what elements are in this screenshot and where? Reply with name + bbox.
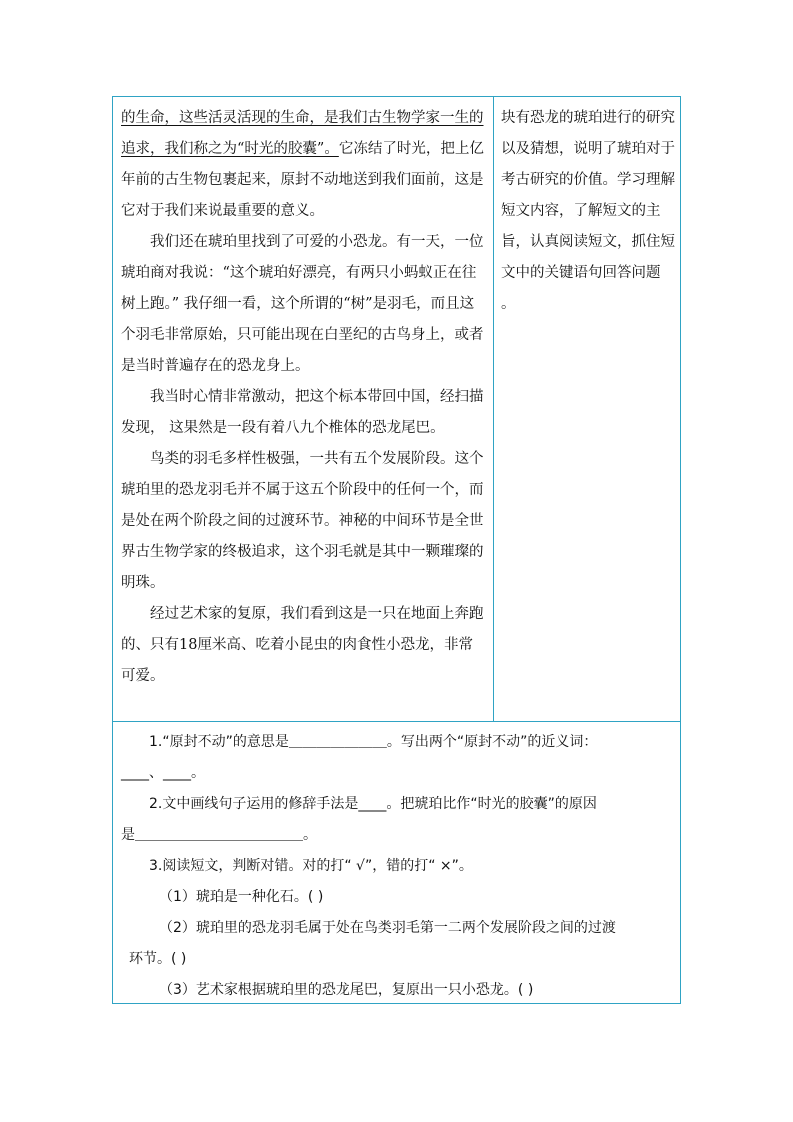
passage-paragraph-2: 我们还在琥珀里找到了可爱的小恐龙。有一天，一位琥珀商对我说：“这个琥珀好漂亮，有两只小蚂蚁正在往树上跑。” 我仔细一看，这个所谓的“树”是羽毛，而且这个羽毛非常原始，只可能出现在白垩纪的古鸟身上，或者是当时普遍存在的恐龙身上。	[121, 234, 484, 374]
passage-paragraph-4: 鸟类的羽毛多样性极强，一共有五个发展阶段。这个琥珀里的恐龙羽毛并不属于这五个阶段中的任何一个，而是处在两个阶段之间的过渡环节。神秘的中间环节是全世界古生物学家的终极追求，这个羽毛就是其中一颗璀璨的明珠。	[121, 451, 484, 591]
passage-paragraph-3: 我当时心情非常激动，把这个标本带回中国，经扫描发现， 这果然是一段有着八九个椎体的恐龙尾巴。	[121, 389, 484, 436]
row-divider	[113, 721, 680, 722]
question-2-continued: 是＿＿＿＿＿＿＿＿＿＿＿＿。	[121, 827, 317, 843]
questions-section	[121, 727, 673, 1006]
passage-paragraph-1: 的生命，这些活灵活现的生命，是我们古生物学家一生的追求，我们称之为“时光的胶囊”。它冻结了时光，把上亿年前的古生物包裹起来，原封不动地送到我们面前，这是它对于我们来说最重要的意义。	[121, 110, 484, 219]
question-3-item-1: （1）琥珀是一种化石。( )	[159, 889, 324, 905]
underlined-sentence: 的生命，这些活灵活现的生命，是我们古生物学家一生的追求，我们称之为“时光的胶囊”。	[121, 110, 484, 157]
reading-passage	[121, 103, 487, 692]
question-1-blanks: ____、____。	[121, 765, 205, 781]
worksheet-table	[112, 96, 681, 1004]
column-divider	[493, 97, 494, 721]
question-2: 2.文中画线句子运用的修辞手法是____。把琥珀比作“时光的胶囊”的原因	[149, 796, 597, 812]
question-3-item-2: （2）琥珀里的恐龙羽毛属于处在鸟类羽毛第一二两个发展阶段之间的过渡	[159, 920, 616, 936]
passage-paragraph-5: 经过艺术家的复原，我们看到这是一只在地面上奔跑的、只有18厘米高、吃着小昆虫的肉食性小恐龙，非常可爱。	[121, 606, 484, 684]
question-1: 1.“原封不动”的意思是＿＿＿＿＿＿＿。写出两个“原封不动”的近义词：	[149, 734, 598, 750]
question-3: 3.阅读短文，判断对错。对的打“ √”，错的打“ ×”。	[149, 858, 473, 874]
question-3-item-2-continued: 环节。( )	[129, 951, 187, 967]
teaching-note: 块有恐龙的琥珀进行的研究以及猜想，说明了琥珀对于考古研究的价值。学习理解短文内容，了解短文的主旨，认真阅读短文，抓住短文中的关键语句回答问题 。	[501, 110, 675, 312]
question-3-item-3: （3）艺术家根据琥珀里的恐龙尾巴，复原出一只小恐龙。( )	[159, 982, 534, 998]
